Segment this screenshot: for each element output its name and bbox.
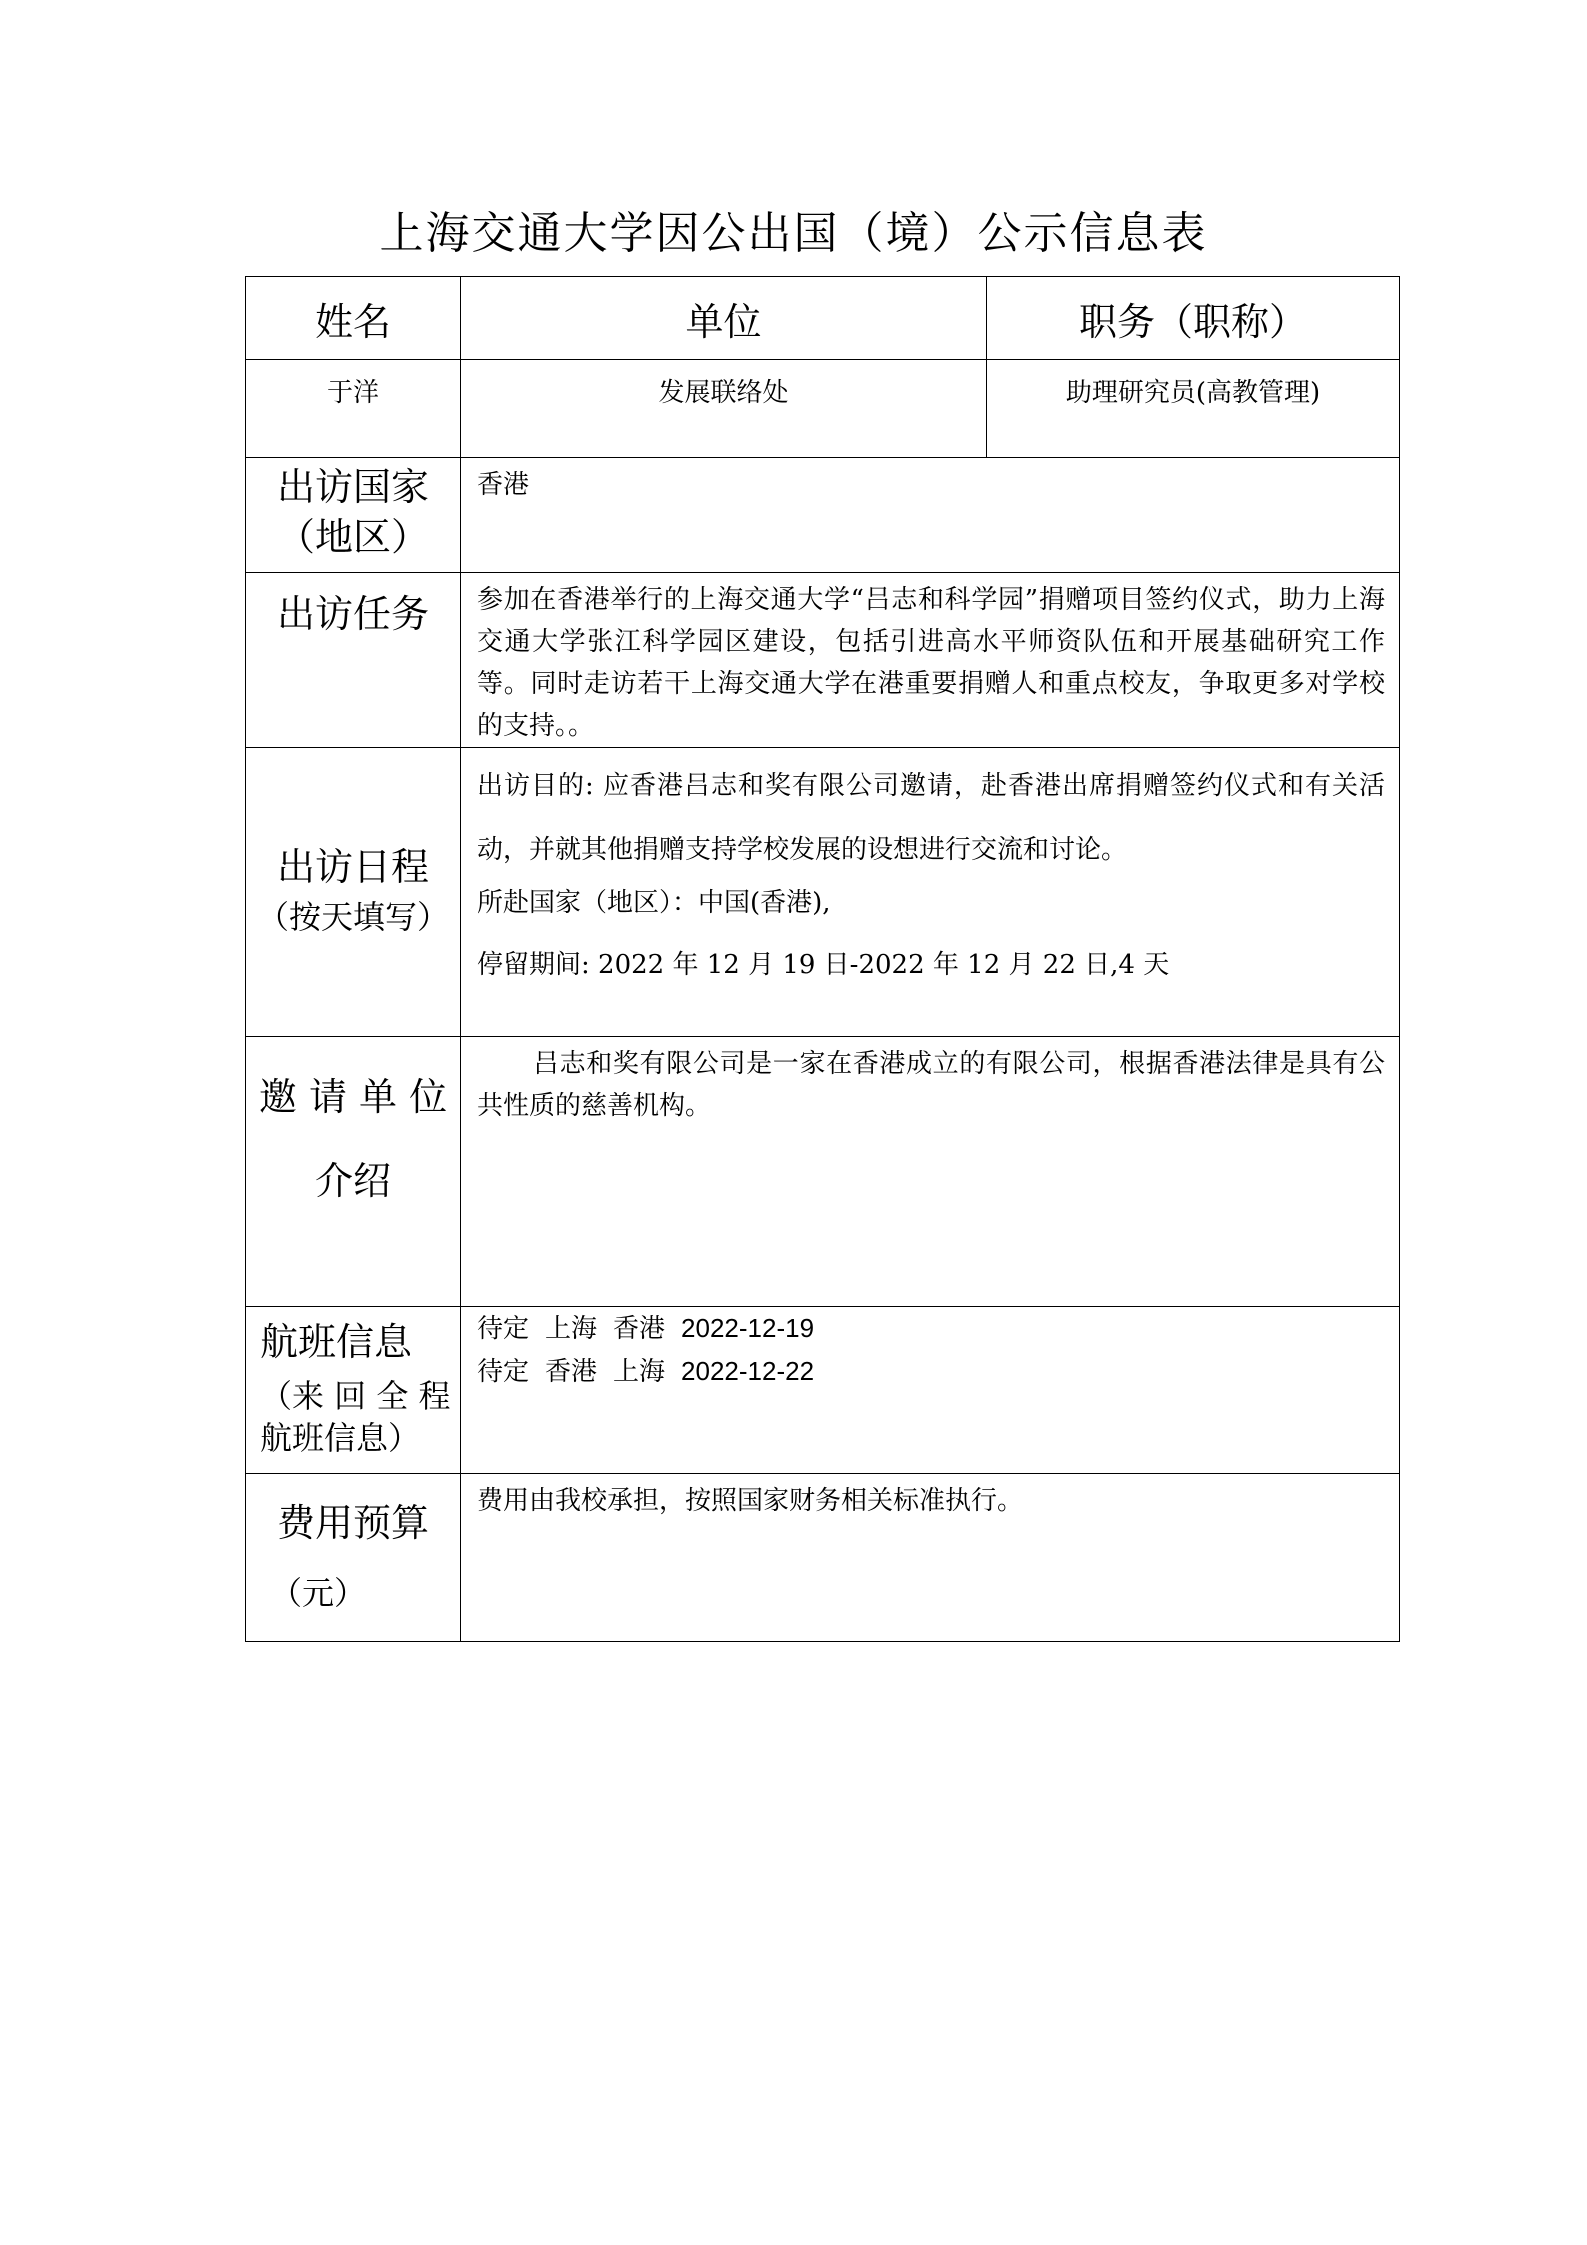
task-row	[246, 573, 1400, 748]
flight-label-line1: 航班信息	[260, 1320, 413, 1364]
task-label	[246, 573, 461, 748]
task-label-text: 出访任务	[276, 592, 429, 636]
budget-label-line2: （元）	[270, 1574, 367, 1612]
schedule-label	[246, 748, 461, 1037]
schedule-label-line1: 出访日程	[276, 845, 429, 889]
schedule-period: 停留期间: 2022 年 12 月 19 日-2022 年 12 月 22 日,4 天	[477, 950, 1170, 980]
destination-label-line1: 出访国家	[276, 465, 429, 509]
inviter-label	[246, 1037, 461, 1307]
person-position: 助理研究员(高教管理)	[987, 360, 1400, 458]
schedule-country: 所赴国家（地区）：中国(香港),	[477, 888, 831, 918]
flight-from: 香港	[545, 1357, 598, 1387]
flight-value	[461, 1307, 1400, 1474]
person-unit: 发展联络处	[461, 360, 987, 458]
budget-label-line1: 费用预算	[276, 1501, 429, 1545]
header-position: 职务（职称）	[987, 277, 1400, 360]
inviter-label-line2: 介绍	[314, 1159, 391, 1203]
inviter-row	[246, 1037, 1400, 1307]
flight-row	[246, 1307, 1400, 1474]
destination-label	[246, 458, 461, 573]
person-name: 于洋	[246, 360, 461, 458]
inviter-value	[461, 1037, 1400, 1307]
flight-label	[246, 1307, 461, 1474]
inviter-text: 吕志和奖有限公司是一家在香港成立的有限公司，根据香港法律是具有公共性质的慈善机构。	[477, 1049, 1385, 1121]
flight-to: 上海	[613, 1357, 666, 1387]
flight-date: 2022-12-22	[681, 1356, 815, 1386]
destination-text: 香港	[477, 470, 530, 500]
destination-value	[461, 458, 1400, 573]
task-text: 参加在香港举行的上海交通大学“吕志和科学园”捐赠项目签约仪式，助力上海交通大学张江科学园区建设，包括引进高水平师资队伍和开展基础研究工作等。同时走访若干上海交通大学在港重要捐赠人和重点校友，争取更多对学校的支持。。	[477, 585, 1385, 741]
header-row	[246, 277, 1400, 360]
flight-to: 香港	[613, 1314, 666, 1344]
budget-text: 费用由我校承担，按照国家财务相关标准执行。	[477, 1486, 1024, 1516]
flight-status: 待定	[477, 1357, 530, 1387]
flight-label-line2: （来 回 全 程	[260, 1377, 451, 1415]
schedule-label-line2: （按天填写）	[256, 898, 449, 936]
header-unit: 单位	[461, 277, 987, 360]
header-name: 姓名	[246, 277, 461, 360]
page-title: 上海交通大学因公出国（境）公示信息表	[379, 208, 1208, 259]
task-value	[461, 573, 1400, 748]
budget-label	[246, 1474, 461, 1642]
flight-item	[477, 1307, 1385, 1350]
schedule-value	[461, 748, 1400, 1037]
schedule-purpose: 出访目的: 应香港吕志和奖有限公司邀请，赴香港出席捐赠签约仪式和有关活动，并就其他捐赠支持学校发展的设想进行交流和讨论。	[477, 771, 1385, 865]
inviter-label-line1: 邀 请 单 位	[258, 1075, 448, 1119]
budget-value	[461, 1474, 1400, 1642]
person-row	[246, 360, 1400, 458]
schedule-row	[246, 748, 1400, 1037]
budget-row	[246, 1474, 1400, 1642]
flight-date: 2022-12-19	[681, 1313, 815, 1343]
flight-from: 上海	[545, 1314, 598, 1344]
flight-status: 待定	[477, 1314, 530, 1344]
flight-item	[477, 1350, 1385, 1393]
info-table	[245, 276, 1400, 1642]
flight-label-line3: 航班信息）	[260, 1419, 421, 1457]
destination-row	[246, 458, 1400, 573]
destination-label-line2: （地区）	[276, 515, 429, 559]
